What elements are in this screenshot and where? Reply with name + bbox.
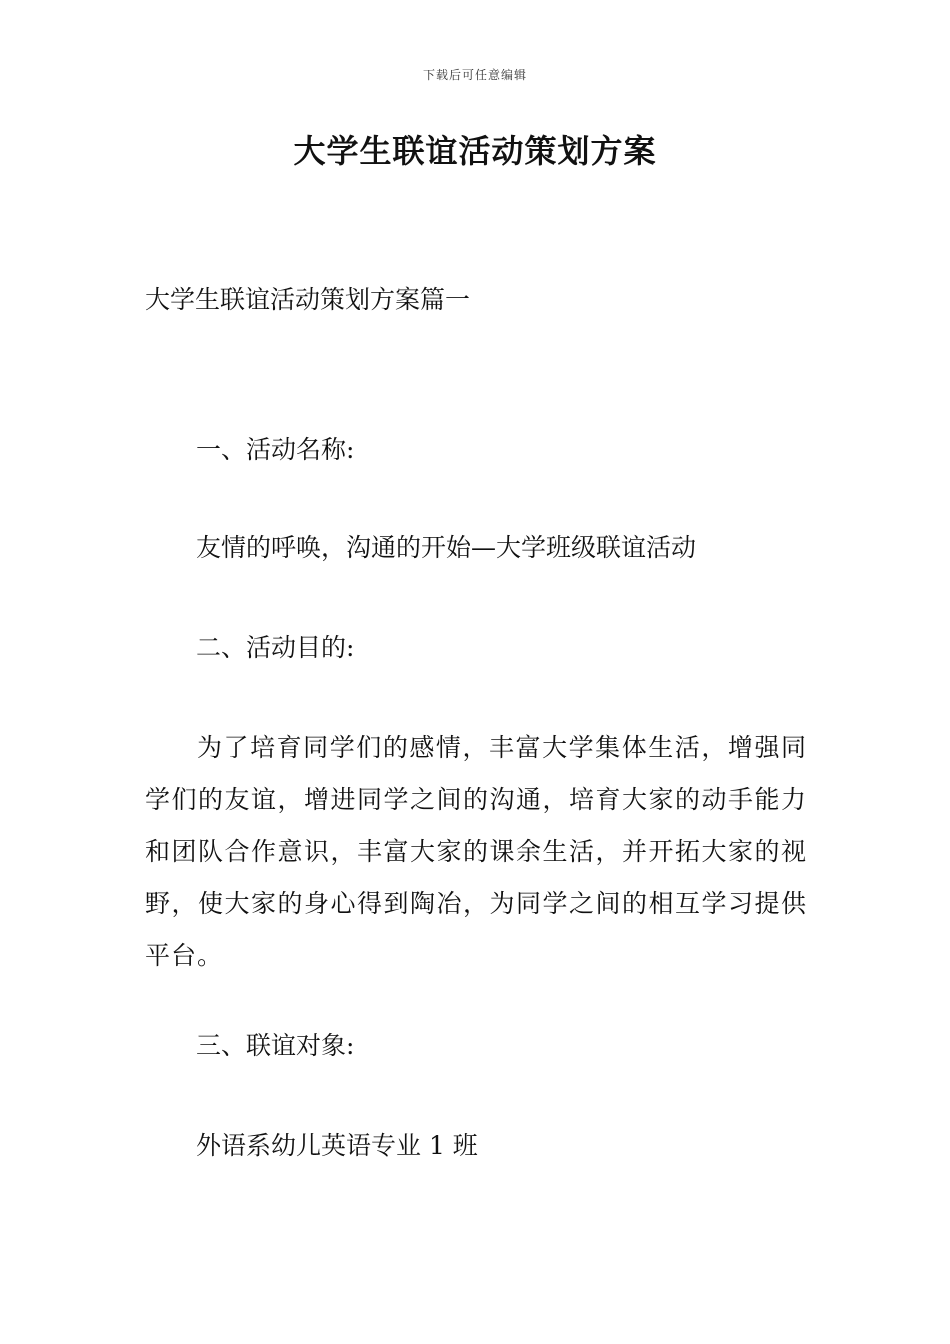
header-note: 下载后可任意编辑 [422, 68, 527, 82]
document-title: 大学生联谊活动策划方案 [293, 132, 657, 170]
activity-name-text: 友情的呼唤，沟通的开始—大学班级联谊活动 [196, 533, 697, 562]
section-heading-participants: 三、联谊对象: [196, 1031, 355, 1060]
activity-purpose-paragraph: 为了培育同学们的感情，丰富大学集体生活，增强同学们的友谊，增进同学之间的沟通，培育大家的动手能力和团队合作意识，丰富大家的课余生活，并开拓大家的视野，使大家的身心得到陶冶，为同学之间的相互学习提供平台。 [145, 733, 807, 970]
section-heading-activity-name: 一、活动名称: [196, 435, 355, 464]
participants-text: 外语系幼儿英语专业 1 班 [196, 1131, 478, 1160]
section-subtitle: 大学生联谊活动策划方案篇一 [145, 285, 471, 314]
section-heading-activity-purpose: 二、活动目的: [196, 633, 355, 662]
